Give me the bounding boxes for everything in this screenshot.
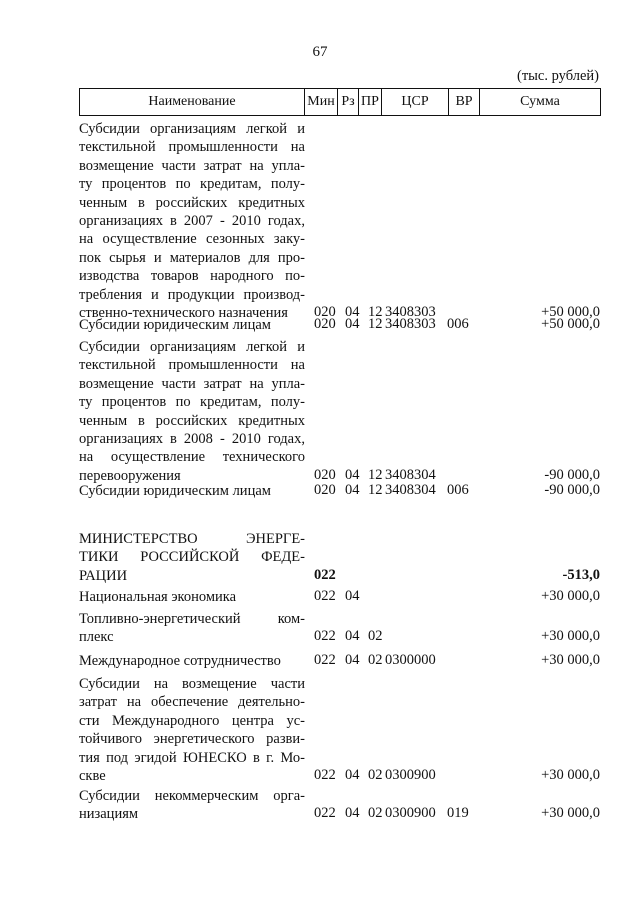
description-line: скве — [79, 768, 106, 785]
header-rz: Рз — [338, 89, 359, 116]
description-line: текстильной промышленности на — [79, 139, 305, 156]
code-rz: 04 — [345, 304, 360, 320]
row-description — [79, 652, 305, 670]
description-line: Субсидии на возмещение части — [79, 676, 305, 692]
description-line: ченным в российских кредитных — [79, 194, 305, 211]
header-vr: ВР — [449, 89, 480, 116]
description-line: низациям — [79, 806, 139, 823]
code-pr: 12 — [368, 482, 383, 498]
description-line: тойчивого энергетического разви- — [79, 731, 305, 748]
code-vr: 006 — [447, 316, 469, 332]
code-csr: 0300000 — [385, 652, 436, 668]
code-pr: 02 — [368, 652, 383, 668]
code-pr: 02 — [368, 628, 383, 645]
code-rz: 04 — [345, 466, 360, 483]
row-description — [79, 588, 305, 606]
header-csr: ЦСР — [382, 89, 449, 116]
description-line: возмещение части затрат на упла- — [79, 157, 305, 174]
code-min: 020 — [314, 316, 336, 332]
description-line: ТИКИ РОССИЙСКОЙ ФЕДЕ- — [79, 549, 305, 566]
row-sum: -90 000,0 — [544, 482, 600, 498]
code-pr: 12 — [368, 466, 383, 483]
row-description — [79, 787, 305, 824]
description-line: текстильной промышленности на — [79, 357, 305, 374]
code-pr: 02 — [368, 767, 383, 783]
header-pr: ПР — [359, 89, 382, 116]
code-csr: 0300900 — [385, 805, 436, 822]
row-sum: +30 000,0 — [541, 805, 600, 822]
code-min: 020 — [314, 304, 336, 320]
description-line: перевооружения — [79, 467, 181, 484]
row-sum: +50 000,0 — [541, 304, 600, 320]
description-line: Национальная экономика — [79, 589, 237, 605]
code-vr: 006 — [447, 482, 469, 498]
description-line: Международное сотрудничество — [79, 653, 281, 669]
description-line: на осуществление сезонных заку- — [79, 231, 305, 248]
row-description — [79, 316, 305, 334]
code-csr: 3408304 — [385, 482, 436, 498]
row-sum: +50 000,0 — [541, 316, 600, 332]
description-line: Субсидии некоммерческим орга- — [79, 788, 305, 804]
description-line: организациях в 2008 - 2010 годах, — [79, 431, 305, 448]
code-min: 022 — [314, 566, 336, 583]
row-description — [79, 530, 305, 585]
row-sum: +30 000,0 — [541, 652, 600, 668]
header-name: Наименование — [80, 89, 305, 116]
code-rz: 04 — [345, 482, 360, 498]
description-line: Топливно-энергетический ком- — [79, 611, 305, 627]
row-sum: +30 000,0 — [541, 767, 600, 783]
code-csr: 3408304 — [385, 466, 436, 483]
description-line: изводства товаров народного по- — [79, 268, 305, 285]
code-csr: 3408303 — [385, 304, 436, 320]
code-rz: 04 — [345, 652, 360, 668]
description-line: РАЦИИ — [79, 567, 128, 584]
units-label: (тыс. рублей) — [517, 68, 599, 84]
row-description — [79, 338, 305, 485]
code-min: 022 — [314, 767, 336, 783]
page-number: 67 — [312, 44, 328, 60]
row-description — [79, 675, 305, 785]
description-line: организациях в 2007 - 2010 годах, — [79, 213, 305, 230]
description-line: требления и продукции производ- — [79, 286, 305, 303]
description-line: ченным в российских кредитных — [79, 412, 305, 429]
code-min: 022 — [314, 652, 336, 668]
description-line: тия под эгидой ЮНЕСКО в г. Мо- — [79, 749, 305, 766]
code-min: 020 — [314, 466, 336, 483]
description-line: ту процентов по кредитам, полу- — [79, 394, 305, 411]
description-line: сти Международного центра ус- — [79, 712, 305, 729]
description-line: ту процентов по кредитам, полу- — [79, 176, 305, 193]
row-sum: -90 000,0 — [544, 466, 600, 483]
description-line: Субсидии юридическим лицам — [79, 317, 271, 333]
description-line: затрат на обеспечение деятельно- — [79, 694, 305, 711]
header-sum: Сумма — [480, 89, 601, 116]
code-min: 022 — [314, 588, 336, 604]
code-pr: 02 — [368, 805, 383, 822]
description-line: плекс — [79, 629, 114, 646]
description-line: Субсидии организациям легкой и — [79, 121, 305, 137]
description-line: пок сырья и материалов для про- — [79, 249, 305, 266]
row-sum: +30 000,0 — [541, 588, 600, 604]
code-rz: 04 — [345, 767, 360, 783]
code-vr: 019 — [447, 805, 469, 822]
code-rz: 04 — [345, 316, 360, 332]
table-header — [79, 88, 601, 116]
row-sum: -513,0 — [562, 566, 600, 583]
code-min: 022 — [314, 805, 336, 822]
row-sum: +30 000,0 — [541, 628, 600, 645]
row-description — [79, 482, 305, 500]
code-rz: 04 — [345, 805, 360, 822]
row-description — [79, 120, 305, 322]
code-min: 022 — [314, 628, 336, 645]
code-pr: 12 — [368, 304, 383, 320]
header-min: Мин — [305, 89, 338, 116]
code-csr: 0300900 — [385, 767, 436, 783]
code-csr: 3408303 — [385, 316, 436, 332]
description-line: Субсидии юридическим лицам — [79, 483, 271, 499]
description-line: Субсидии организациям легкой и — [79, 339, 305, 355]
code-rz: 04 — [345, 588, 360, 604]
description-line: возмещение части затрат на упла- — [79, 375, 305, 392]
code-pr: 12 — [368, 316, 383, 332]
description-line: на осуществление технического — [79, 449, 305, 466]
code-rz: 04 — [345, 628, 360, 645]
row-description — [79, 610, 305, 647]
description-line: ственно-технического назначения — [79, 305, 288, 322]
description-line: МИНИСТЕРСТВО ЭНЕРГЕ- — [79, 531, 305, 547]
code-min: 020 — [314, 482, 336, 498]
